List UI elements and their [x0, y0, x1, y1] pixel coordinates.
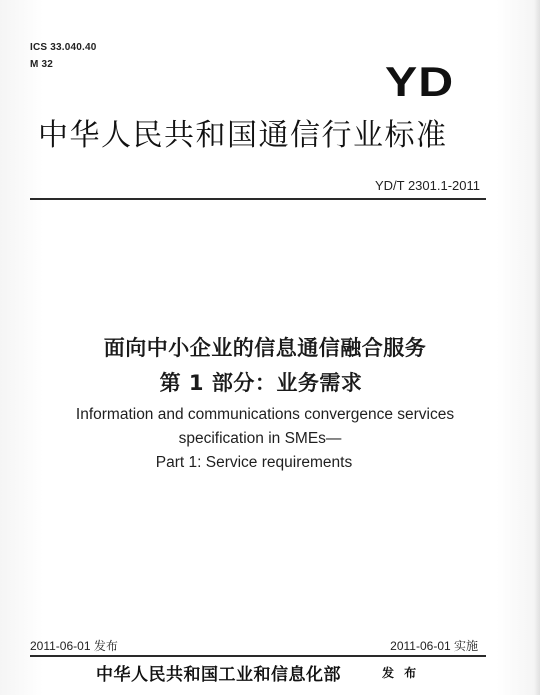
document-title-en-line3: Part 1: Service requirements	[155, 454, 353, 471]
publisher-name: 中华人民共和国工业和信息化部	[96, 665, 341, 685]
document-title-en-line1: Information and communications convergence services	[75, 406, 455, 423]
yd-logo: YD	[384, 58, 454, 105]
document-title-cn-line2: 第 1 部分：业务需求	[159, 371, 363, 395]
bottom-divider	[30, 655, 486, 657]
publisher-suffix: 发 布	[382, 666, 420, 680]
implementation-date: 2011-06-01 实施	[390, 639, 478, 653]
document-title-en-line2: specification in SMEs—	[178, 430, 342, 447]
release-date: 2011-06-01 发布	[30, 639, 118, 653]
ics-code: ICS 33.040.40	[30, 42, 97, 53]
top-divider	[30, 198, 486, 200]
document-title-cn-line1: 面向中小企业的信息通信融合服务	[103, 336, 427, 360]
standard-number: YD/T 2301.1-2011	[374, 178, 480, 193]
ccs-code: M 32	[30, 59, 54, 70]
standard-category-title: 中华人民共和国通信行业标准	[38, 118, 448, 153]
